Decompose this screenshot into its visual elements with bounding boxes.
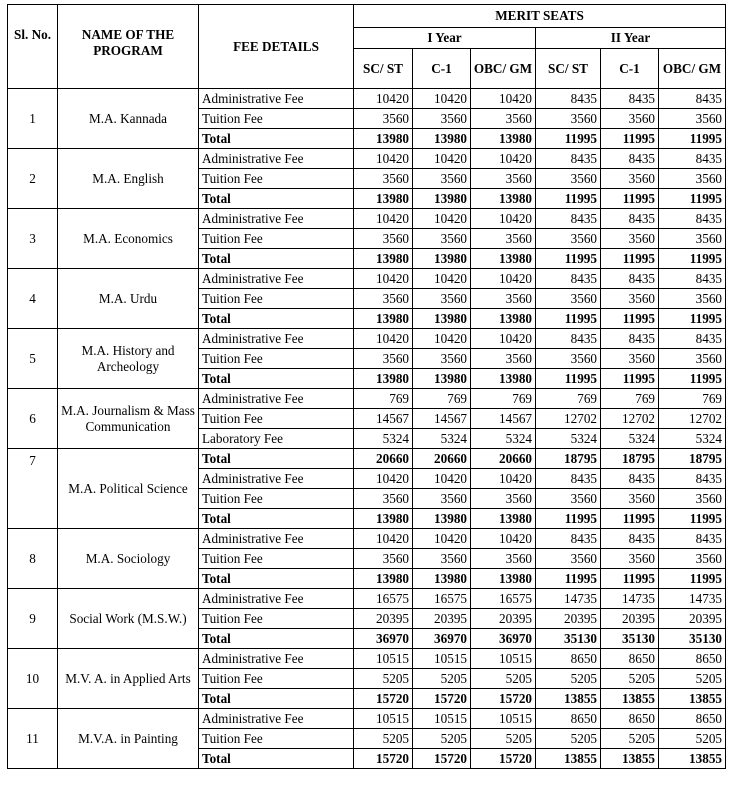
program-name-cell: M.A. English <box>58 149 199 209</box>
fee-value-cell: 5205 <box>413 729 471 749</box>
fee-value-cell: 10420 <box>413 209 471 229</box>
fee-value-cell: 3560 <box>659 289 726 309</box>
fee-value-cell: 3560 <box>413 489 471 509</box>
fee-value-cell: 10515 <box>354 649 413 669</box>
program-name-cell: M.A. Economics <box>58 209 199 269</box>
fee-value-cell: 13980 <box>413 509 471 529</box>
fee-value-cell: 3560 <box>354 229 413 249</box>
fee-value-cell: 10515 <box>354 709 413 729</box>
fee-value-cell: 3560 <box>601 169 659 189</box>
fee-value-cell: 3560 <box>471 549 536 569</box>
fee-value-cell: 11995 <box>659 249 726 269</box>
fee-value-cell: 3560 <box>413 229 471 249</box>
fee-value-cell: 8650 <box>536 649 601 669</box>
fee-value-cell: 11995 <box>601 189 659 209</box>
fee-value-cell: 14567 <box>354 409 413 429</box>
header-year-2: II Year <box>536 28 726 49</box>
fee-value-cell: 769 <box>659 389 726 409</box>
fee-label-cell: Total <box>199 129 354 149</box>
fee-label-cell: Administrative Fee <box>199 149 354 169</box>
fee-label-cell: Tuition Fee <box>199 549 354 569</box>
sl-no-cell: 1 <box>8 89 58 149</box>
fee-label-cell: Total <box>199 189 354 209</box>
fee-value-cell: 10420 <box>471 329 536 349</box>
fee-value-cell: 769 <box>536 389 601 409</box>
fee-value-cell: 8435 <box>536 329 601 349</box>
header-scst-1: SC/ ST <box>354 49 413 89</box>
fee-value-cell: 36970 <box>471 629 536 649</box>
fee-label-cell: Administrative Fee <box>199 209 354 229</box>
fee-value-cell: 10420 <box>471 469 536 489</box>
sl-no-cell: 2 <box>8 149 58 209</box>
fee-value-cell: 18795 <box>536 449 601 469</box>
header-c1-2: C-1 <box>601 49 659 89</box>
header-merit-seats: MERIT SEATS <box>354 5 726 28</box>
fee-value-cell: 8435 <box>659 209 726 229</box>
fee-value-cell: 8435 <box>601 89 659 109</box>
fee-value-cell: 5205 <box>413 669 471 689</box>
fee-value-cell: 5205 <box>536 669 601 689</box>
fee-label-cell: Total <box>199 689 354 709</box>
program-name-cell: M.A. Urdu <box>58 269 199 329</box>
fee-value-cell: 11995 <box>601 369 659 389</box>
header-fee-details: FEE DETAILS <box>199 5 354 89</box>
fee-value-cell: 5324 <box>471 429 536 449</box>
program-name-cell: M.A. History and Archeology <box>58 329 199 389</box>
fee-label-cell: Tuition Fee <box>199 349 354 369</box>
fee-value-cell: 8650 <box>601 709 659 729</box>
fee-value-cell: 15720 <box>471 689 536 709</box>
fee-value-cell: 5205 <box>354 729 413 749</box>
fee-label-cell: Total <box>199 509 354 529</box>
fee-value-cell: 3560 <box>354 169 413 189</box>
fee-value-cell: 3560 <box>471 169 536 189</box>
fee-value-cell: 13980 <box>471 369 536 389</box>
fee-value-cell: 5205 <box>354 669 413 689</box>
fee-value-cell: 13855 <box>659 749 726 769</box>
fee-value-cell: 5324 <box>354 429 413 449</box>
header-scst-2: SC/ ST <box>536 49 601 89</box>
fee-value-cell: 8650 <box>601 649 659 669</box>
table-row <box>8 89 726 109</box>
fee-value-cell: 5205 <box>601 669 659 689</box>
fee-label-cell: Administrative Fee <box>199 649 354 669</box>
fee-value-cell: 13855 <box>536 749 601 769</box>
fee-value-cell: 3560 <box>536 229 601 249</box>
fee-value-cell: 3560 <box>413 549 471 569</box>
fee-value-cell: 3560 <box>601 549 659 569</box>
fee-value-cell: 5324 <box>536 429 601 449</box>
fee-value-cell: 13855 <box>601 749 659 769</box>
fee-value-cell: 10420 <box>413 269 471 289</box>
fee-value-cell: 11995 <box>601 309 659 329</box>
fee-value-cell: 11995 <box>659 129 726 149</box>
fee-value-cell: 8435 <box>536 89 601 109</box>
fee-value-cell: 14567 <box>413 409 471 429</box>
fee-value-cell: 13980 <box>471 509 536 529</box>
fee-value-cell: 3560 <box>536 109 601 129</box>
fee-label-cell: Administrative Fee <box>199 529 354 549</box>
header-program: NAME OF THE PROGRAM <box>58 5 199 89</box>
fee-value-cell: 13980 <box>413 569 471 589</box>
fee-value-cell: 13980 <box>354 249 413 269</box>
fee-value-cell: 13980 <box>471 189 536 209</box>
fee-value-cell: 3560 <box>536 349 601 369</box>
table-row <box>8 529 726 549</box>
fee-value-cell: 3560 <box>413 169 471 189</box>
sl-no-cell: 9 <box>8 589 58 649</box>
fee-value-cell: 13980 <box>354 569 413 589</box>
fee-value-cell: 10420 <box>471 89 536 109</box>
fee-value-cell: 20660 <box>413 449 471 469</box>
fee-label-cell: Administrative Fee <box>199 709 354 729</box>
fee-value-cell: 10420 <box>413 89 471 109</box>
fee-value-cell: 8435 <box>536 269 601 289</box>
fee-label-cell: Tuition Fee <box>199 729 354 749</box>
fee-label-cell: Administrative Fee <box>199 389 354 409</box>
fee-value-cell: 3560 <box>601 349 659 369</box>
fee-value-cell: 5324 <box>601 429 659 449</box>
fee-label-cell: Administrative Fee <box>199 329 354 349</box>
table-row <box>8 389 726 409</box>
fee-value-cell: 3560 <box>659 169 726 189</box>
header-sl-no: Sl. No. <box>8 5 58 89</box>
fee-label-cell: Total <box>199 749 354 769</box>
fee-value-cell: 13980 <box>354 509 413 529</box>
fee-value-cell: 5205 <box>601 729 659 749</box>
fee-value-cell: 13980 <box>413 189 471 209</box>
fee-value-cell: 35130 <box>659 629 726 649</box>
fee-value-cell: 12702 <box>659 409 726 429</box>
fee-value-cell: 8435 <box>536 209 601 229</box>
fee-value-cell: 13980 <box>471 309 536 329</box>
fee-value-cell: 8435 <box>659 149 726 169</box>
fee-value-cell: 8435 <box>659 89 726 109</box>
fee-value-cell: 11995 <box>659 509 726 529</box>
fee-label-cell: Tuition Fee <box>199 609 354 629</box>
program-name-cell: M.V.A. in Painting <box>58 709 199 769</box>
fee-value-cell: 10420 <box>471 529 536 549</box>
fee-value-cell: 16575 <box>413 589 471 609</box>
table-row <box>8 449 726 469</box>
program-name-cell: M.V. A. in Applied Arts <box>58 649 199 709</box>
fee-value-cell: 3560 <box>413 109 471 129</box>
fee-value-cell: 8435 <box>601 209 659 229</box>
sl-no-cell: 6 <box>8 389 58 449</box>
sl-no-cell: 4 <box>8 269 58 329</box>
table-row <box>8 209 726 229</box>
fee-value-cell: 3560 <box>536 489 601 509</box>
sl-no-cell: 7 <box>8 449 58 529</box>
fee-value-cell: 3560 <box>659 109 726 129</box>
fee-value-cell: 3560 <box>471 229 536 249</box>
fee-value-cell: 10515 <box>413 649 471 669</box>
fee-value-cell: 8435 <box>659 469 726 489</box>
fee-value-cell: 3560 <box>413 349 471 369</box>
fee-label-cell: Tuition Fee <box>199 489 354 509</box>
fee-value-cell: 8435 <box>601 149 659 169</box>
fee-value-cell: 15720 <box>413 749 471 769</box>
fee-value-cell: 35130 <box>536 629 601 649</box>
fee-value-cell: 5205 <box>536 729 601 749</box>
sl-no-cell: 10 <box>8 649 58 709</box>
fee-value-cell: 15720 <box>471 749 536 769</box>
fee-value-cell: 20395 <box>413 609 471 629</box>
sl-no-cell: 5 <box>8 329 58 389</box>
fee-value-cell: 11995 <box>601 509 659 529</box>
fee-value-cell: 11995 <box>659 369 726 389</box>
fee-value-cell: 10420 <box>354 269 413 289</box>
fee-value-cell: 13980 <box>413 129 471 149</box>
fee-value-cell: 10515 <box>413 709 471 729</box>
fee-label-cell: Tuition Fee <box>199 229 354 249</box>
fee-value-cell: 10420 <box>413 529 471 549</box>
fee-value-cell: 11995 <box>536 569 601 589</box>
fee-value-cell: 11995 <box>601 129 659 149</box>
fee-value-cell: 10420 <box>471 149 536 169</box>
program-name-cell: M.A. Journalism & Mass Communication <box>58 389 199 449</box>
fee-value-cell: 12702 <box>601 409 659 429</box>
fee-value-cell: 5205 <box>471 729 536 749</box>
fee-value-cell: 5324 <box>659 429 726 449</box>
fee-value-cell: 10515 <box>471 709 536 729</box>
sl-no-cell: 8 <box>8 529 58 589</box>
fee-label-cell: Administrative Fee <box>199 469 354 489</box>
fee-value-cell: 16575 <box>471 589 536 609</box>
table-row <box>8 649 726 669</box>
fee-value-cell: 12702 <box>536 409 601 429</box>
fee-label-cell: Total <box>199 629 354 649</box>
fee-value-cell: 3560 <box>659 349 726 369</box>
fee-value-cell: 20660 <box>354 449 413 469</box>
fee-value-cell: 20395 <box>536 609 601 629</box>
fee-label-cell: Administrative Fee <box>199 89 354 109</box>
fee-value-cell: 8650 <box>536 709 601 729</box>
fee-value-cell: 5324 <box>413 429 471 449</box>
fee-value-cell: 14567 <box>471 409 536 429</box>
fee-value-cell: 8435 <box>659 329 726 349</box>
fee-value-cell: 11995 <box>659 569 726 589</box>
header-obc-1: OBC/ GM <box>471 49 536 89</box>
program-name-cell: M.A. Political Science <box>58 449 199 529</box>
fee-label-cell: Administrative Fee <box>199 589 354 609</box>
fee-value-cell: 8435 <box>601 529 659 549</box>
fee-value-cell: 10420 <box>413 469 471 489</box>
fee-value-cell: 3560 <box>536 289 601 309</box>
fee-value-cell: 11995 <box>601 569 659 589</box>
header-year-1: I Year <box>354 28 536 49</box>
program-name-cell: M.A. Sociology <box>58 529 199 589</box>
fee-value-cell: 11995 <box>536 309 601 329</box>
fee-value-cell: 3560 <box>601 229 659 249</box>
fee-value-cell: 11995 <box>536 509 601 529</box>
fee-label-cell: Total <box>199 569 354 589</box>
fee-value-cell: 15720 <box>354 749 413 769</box>
program-name-cell: Social Work (M.S.W.) <box>58 589 199 649</box>
fee-value-cell: 8435 <box>536 529 601 549</box>
fee-value-cell: 10515 <box>471 649 536 669</box>
table-row <box>8 149 726 169</box>
fee-value-cell: 13980 <box>471 569 536 589</box>
fee-value-cell: 3560 <box>354 109 413 129</box>
fee-value-cell: 11995 <box>536 189 601 209</box>
fee-value-cell: 13980 <box>413 369 471 389</box>
fee-value-cell: 10420 <box>354 209 413 229</box>
fee-value-cell: 3560 <box>354 349 413 369</box>
fee-value-cell: 10420 <box>354 329 413 349</box>
fee-value-cell: 3560 <box>471 289 536 309</box>
fee-value-cell: 5205 <box>659 669 726 689</box>
fee-value-cell: 16575 <box>354 589 413 609</box>
table-row <box>8 269 726 289</box>
fee-value-cell: 18795 <box>601 449 659 469</box>
fee-value-cell: 10420 <box>413 149 471 169</box>
fee-value-cell: 769 <box>413 389 471 409</box>
header-c1-1: C-1 <box>413 49 471 89</box>
fee-value-cell: 13980 <box>354 129 413 149</box>
fee-value-cell: 13980 <box>471 249 536 269</box>
fee-value-cell: 3560 <box>536 549 601 569</box>
fee-value-cell: 10420 <box>471 209 536 229</box>
fee-value-cell: 15720 <box>413 689 471 709</box>
fee-label-cell: Total <box>199 449 354 469</box>
fee-value-cell: 11995 <box>659 189 726 209</box>
fee-value-cell: 3560 <box>601 489 659 509</box>
fee-value-cell: 20395 <box>354 609 413 629</box>
fee-value-cell: 3560 <box>471 349 536 369</box>
fee-value-cell: 8435 <box>601 269 659 289</box>
fee-value-cell: 8435 <box>601 469 659 489</box>
fee-value-cell: 8435 <box>536 149 601 169</box>
fee-value-cell: 13980 <box>413 249 471 269</box>
fee-value-cell: 20395 <box>659 609 726 629</box>
fee-value-cell: 8435 <box>536 469 601 489</box>
header-obc-2: OBC/ GM <box>659 49 726 89</box>
fee-label-cell: Tuition Fee <box>199 409 354 429</box>
fee-value-cell: 14735 <box>601 589 659 609</box>
fee-value-cell: 13980 <box>471 129 536 149</box>
fee-label-cell: Laboratory Fee <box>199 429 354 449</box>
fee-value-cell: 3560 <box>471 109 536 129</box>
fee-value-cell: 8435 <box>659 529 726 549</box>
fee-value-cell: 36970 <box>413 629 471 649</box>
fee-value-cell: 13855 <box>659 689 726 709</box>
fee-value-cell: 13980 <box>413 309 471 329</box>
fee-label-cell: Tuition Fee <box>199 289 354 309</box>
fee-table <box>7 4 726 769</box>
fee-value-cell: 10420 <box>471 269 536 289</box>
fee-value-cell: 769 <box>471 389 536 409</box>
fee-value-cell: 11995 <box>601 249 659 269</box>
fee-value-cell: 11995 <box>659 309 726 329</box>
fee-value-cell: 11995 <box>536 129 601 149</box>
fee-label-cell: Total <box>199 369 354 389</box>
fee-value-cell: 10420 <box>354 149 413 169</box>
fee-value-cell: 8650 <box>659 709 726 729</box>
fee-value-cell: 10420 <box>354 469 413 489</box>
fee-value-cell: 8435 <box>659 269 726 289</box>
fee-label-cell: Total <box>199 309 354 329</box>
fee-value-cell: 14735 <box>659 589 726 609</box>
fee-value-cell: 13980 <box>354 189 413 209</box>
sl-no-cell: 3 <box>8 209 58 269</box>
fee-value-cell: 8435 <box>601 329 659 349</box>
fee-value-cell: 10420 <box>354 529 413 549</box>
fee-value-cell: 11995 <box>536 369 601 389</box>
fee-label-cell: Tuition Fee <box>199 109 354 129</box>
program-name-cell: M.A. Kannada <box>58 89 199 149</box>
sl-no-cell: 11 <box>8 709 58 769</box>
fee-value-cell: 15720 <box>354 689 413 709</box>
fee-value-cell: 3560 <box>354 289 413 309</box>
fee-value-cell: 13855 <box>601 689 659 709</box>
fee-value-cell: 13980 <box>354 309 413 329</box>
fee-label-cell: Administrative Fee <box>199 269 354 289</box>
fee-value-cell: 769 <box>601 389 659 409</box>
fee-value-cell: 13855 <box>536 689 601 709</box>
table-row <box>8 709 726 729</box>
fee-value-cell: 14735 <box>536 589 601 609</box>
fee-value-cell: 13980 <box>354 369 413 389</box>
fee-value-cell: 3560 <box>659 489 726 509</box>
fee-value-cell: 10420 <box>413 329 471 349</box>
fee-value-cell: 3560 <box>413 289 471 309</box>
fee-value-cell: 3560 <box>601 289 659 309</box>
fee-value-cell: 5205 <box>659 729 726 749</box>
fee-value-cell: 11995 <box>536 249 601 269</box>
fee-value-cell: 3560 <box>354 549 413 569</box>
fee-value-cell: 3560 <box>659 549 726 569</box>
fee-value-cell: 36970 <box>354 629 413 649</box>
table-row <box>8 589 726 609</box>
fee-value-cell: 3560 <box>601 109 659 129</box>
fee-value-cell: 18795 <box>659 449 726 469</box>
fee-label-cell: Tuition Fee <box>199 169 354 189</box>
fee-label-cell: Total <box>199 249 354 269</box>
fee-value-cell: 3560 <box>354 489 413 509</box>
fee-value-cell: 8650 <box>659 649 726 669</box>
fee-value-cell: 20395 <box>471 609 536 629</box>
fee-value-cell: 35130 <box>601 629 659 649</box>
fee-value-cell: 3560 <box>659 229 726 249</box>
fee-value-cell: 3560 <box>536 169 601 189</box>
fee-label-cell: Tuition Fee <box>199 669 354 689</box>
fee-value-cell: 769 <box>354 389 413 409</box>
fee-value-cell: 5205 <box>471 669 536 689</box>
fee-table-body <box>8 89 726 769</box>
fee-value-cell: 3560 <box>471 489 536 509</box>
table-row <box>8 329 726 349</box>
fee-value-cell: 20660 <box>471 449 536 469</box>
fee-value-cell: 20395 <box>601 609 659 629</box>
fee-value-cell: 10420 <box>354 89 413 109</box>
